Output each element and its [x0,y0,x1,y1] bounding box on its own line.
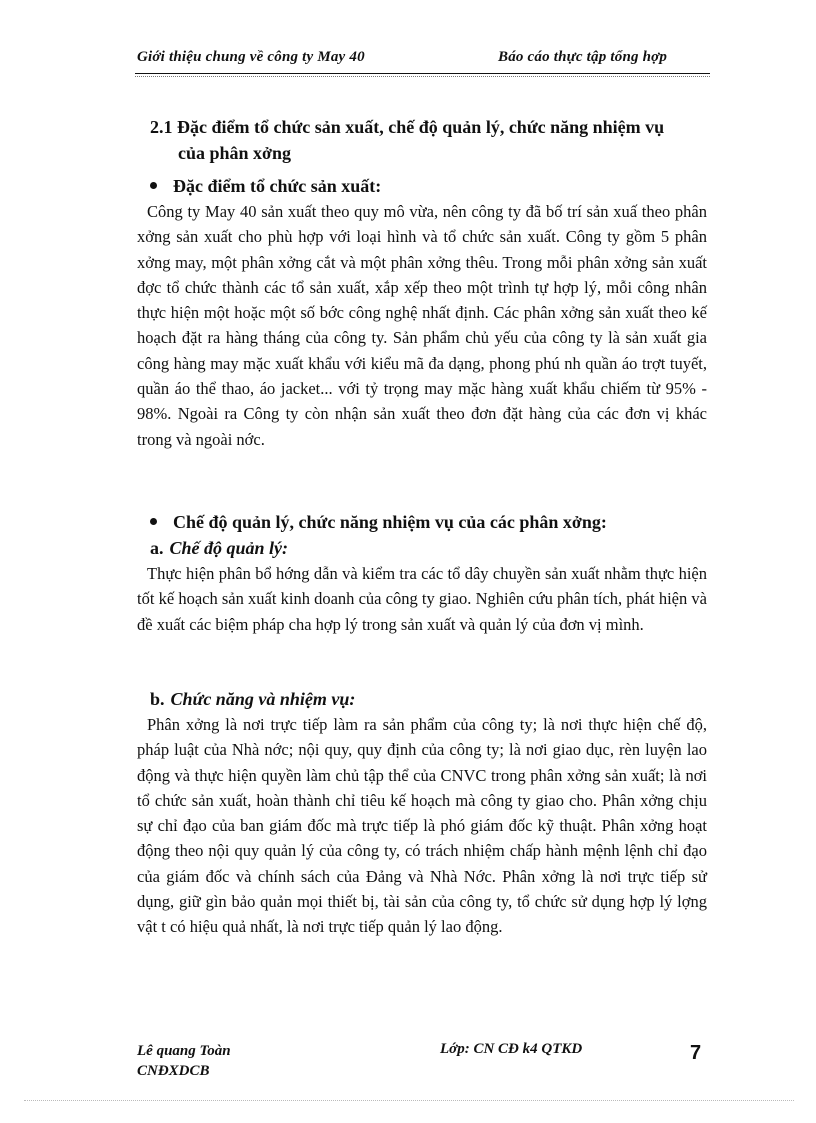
subheading-b: b. Chức năng và nhiệm vụ: [150,689,356,709]
bullet-icon [150,182,157,189]
footer-author [137,1041,231,1081]
footer-class: Lớp: CN CĐ k4 QTKD [440,1041,583,1057]
paragraph-production: Công ty May 40 sản xuất theo quy mô vừa, nên công ty đã bố trí sản xuấ theo phân xởng sản xuất cho phù hợp với loại hình và tổ chức sản xuất. Công ty gồm 5 phân xởng may, một phân xởng cắt và một phân xởng thêu. Trong mỗi phân xởng sản xuất đợc tổ chức thành các tổ sản xuất, xắp xếp theo một trình tự hợp lý, mỗi công nhân thực hiện một hoặc một số bớc công nghệ nhất định. Các phân xởng sản xuất theo kế hoạch đặt ra hàng tháng của công ty. Sản phẩm chủ yếu của công ty là sản xuất gia công hàng may mặc xuất khẩu với kiểu mã đa dạng, phong phú nh quần áo trợt tuyết, quần áo thể thao, áo jacket... với tỷ trọng may mặc hàng xuất khẩu chiếm từ 95% - 98%. Ngoài ra Công ty còn nhận sản xuất theo đơn đặt hàng của các đơn vị khác trong và ngoài nớc. [137,202,707,449]
paragraph-functions: Phân xởng là nơi trực tiếp làm ra sản phẩm của công ty; là nơi thực hiện chế độ, pháp luật của Nhà nớc; nội quy, quy định của công ty; là nơi giao dục, rèn luyện lao động và thực hiện quyền làm chủ tập thể của CNVC trong phân xởng sản xuất; là nơi tổ chức sản xuất, hoàn thành chỉ tiêu kế hoạch mà công ty giao cho. Phân xởng chịu sự chỉ đạo của ban giám đốc mà trực tiếp là phó giám đốc kỹ thuật. Phân xởng hoạt động theo nội quy quản lý của công ty, có trách nhiệm chấp hành mệnh lệnh chỉ đạo của giám đốc và chính sách của Đảng và Nhà Nớc. Phân xởng là nơi trực tiếp sử dụng, giữ gìn bảo quản mọi thiết bị, tài sản của công ty, tổ chức sử dụng hợp lý lợng vật t có hiệu quả nhất, là nơi trực tiếp quản lý lao động. [137,715,707,937]
footer-author-dept: CNĐXDCB [137,1063,210,1079]
header-rule [135,73,710,74]
header-right: Báo cáo thực tập tổng hợp [498,49,668,65]
paragraph-management: Thực hiện phân bổ hớng dẫn và kiểm tra các tổ dây chuyền sản xuất nhằm thực hiện tốt kế hoạch sản xuất kinh doanh của công ty giao. Nghiên cứu phân tích, phát hiện và đề xuất các biệm pháp cha hợp lý trong sản xuất và quản lý của đơn vị mình. [137,564,707,634]
bottom-dotted-rule [24,1100,794,1101]
section-title [150,114,720,166]
bullet-heading-management: Chế độ quản lý, chức năng nhiệm vụ của các phân xởng: [150,509,607,535]
header-rule-dotted [135,76,710,77]
footer-author-name: Lê quang Toàn [137,1043,231,1059]
page-number: 7 [690,1042,702,1064]
header-left: Giới thiệu chung về công ty May 40 [137,49,365,65]
subheading-a: a. Chế độ quản lý: [150,538,289,558]
bullet-icon [150,518,157,525]
section-title-line2: của phân xởng [178,143,292,163]
bullet-heading-production: Đặc điểm tổ chức sản xuất: [150,173,381,199]
section-title-line1: 2.1 Đặc điểm tổ chức sản xuất, chế độ quản lý, chức năng nhiệm vụ [150,117,665,137]
